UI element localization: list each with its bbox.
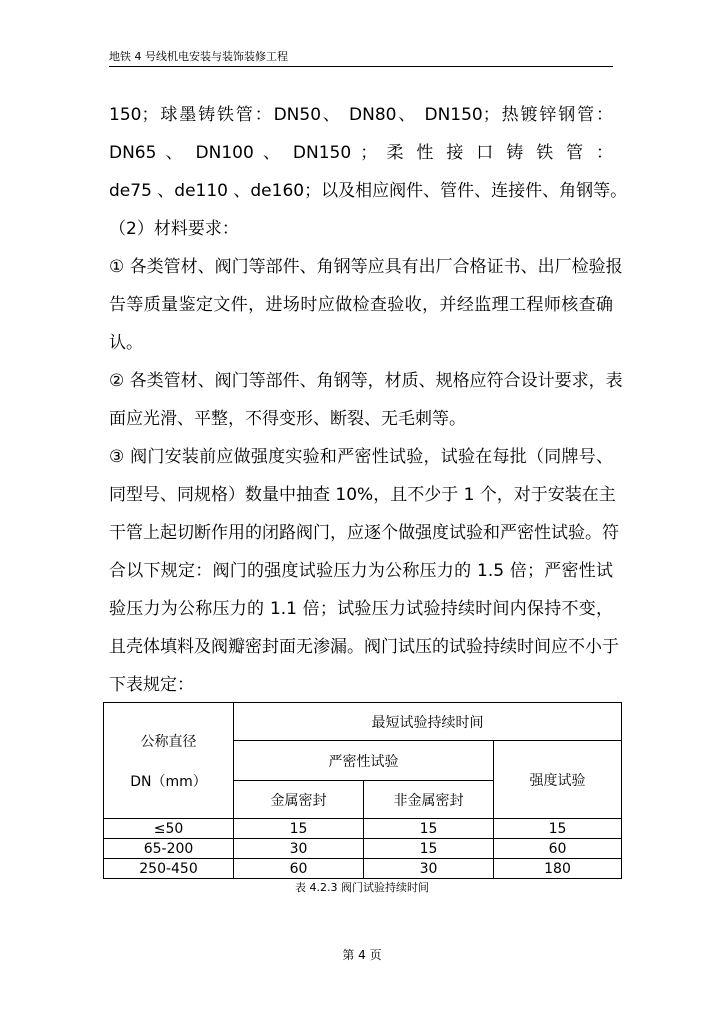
tightness-test-header: 严密性试验 [234, 741, 494, 781]
body-line-13: 合以下规定：阀门的强度试验压力为公称压力的 1.5 倍；严密性试 [109, 561, 613, 581]
valve-test-duration-table [103, 702, 622, 879]
body-line-6: 告等质量鉴定文件，进场时应做检查验收，并经监理工程师核查确 [109, 295, 613, 315]
table-row [104, 859, 622, 879]
body-line-10: ③ 阀门安装前应做强度实验和严密性试验，试验在每批（同牌号、 [109, 447, 613, 467]
dn-cell: 250-450 [104, 859, 234, 879]
nominal-diameter-header [104, 703, 234, 819]
nominal-diameter-label: 公称直径 [140, 733, 197, 750]
body-line-16: 下表规定： [109, 675, 194, 695]
body-line-14: 验压力为公称压力的 1.1 倍；试验压力试验持续时间内保持不变， [109, 599, 613, 619]
body-line-7: 认。 [109, 333, 143, 353]
body-line-5: ① 各类管材、阀门等部件、角钢等应具有出厂合格证书、出厂检验报 [109, 257, 623, 277]
body-line-1: 150；球墨铸铁管：DN50、 DN80、 DN150；热镀锌钢管： [109, 105, 613, 125]
metal-seal-cell: 30 [234, 839, 364, 859]
nonmetal-seal-cell: 15 [364, 839, 494, 859]
metal-seal-cell: 15 [234, 819, 364, 839]
body-line-4: （2）材料要求： [109, 219, 239, 239]
body-line-2: DN65 、 DN100 、 DN150 ； 柔 性 接 口 铸 铁 管 ： [109, 143, 613, 163]
running-header: 地铁 4 号线机电安装与装饰装修工程 [109, 50, 613, 67]
nonmetal-seal-cell: 30 [364, 859, 494, 879]
strength-cell: 180 [494, 859, 622, 879]
body-line-3: de75 、de110 、de160；以及相应阀件、管件、连接件、角钢等。 [109, 181, 628, 201]
nominal-diameter-unit: DN（mm） [130, 773, 207, 790]
strength-test-header: 强度试验 [494, 741, 622, 819]
nonmetal-seal-header: 非金属密封 [364, 781, 494, 819]
min-duration-header: 最短试验持续时间 [234, 703, 622, 741]
body-line-15: 且壳体填料及阀瓣密封面无渗漏。阀门试压的试验持续时间应不小于 [109, 637, 619, 657]
metal-seal-cell: 60 [234, 859, 364, 879]
body-line-12: 干管上起切断作用的闭路阀门，应逐个做强度试验和严密性试验。符 [109, 523, 619, 543]
body-line-8: ② 各类管材、阀门等部件、角钢等，材质、规格应符合设计要求，表 [109, 371, 623, 391]
page-number: 第 4 页 [342, 948, 382, 962]
body-line-11: 同型号、同规格）数量中抽查 10%，且不少于 1 个，对于安装在主 [109, 485, 616, 505]
dn-cell: 65-200 [104, 839, 234, 859]
table-row [104, 819, 622, 839]
body-line-9: 面应光滑、平整，不得变形、断裂、无毛刺等。 [109, 409, 466, 429]
table-row [104, 839, 622, 859]
nonmetal-seal-cell: 15 [364, 819, 494, 839]
strength-cell: 15 [494, 819, 622, 839]
dn-cell: ≤50 [104, 819, 234, 839]
metal-seal-header: 金属密封 [234, 781, 364, 819]
strength-cell: 60 [494, 839, 622, 859]
table-caption: 表 4.2.3 阀门试验持续时间 [295, 881, 429, 894]
